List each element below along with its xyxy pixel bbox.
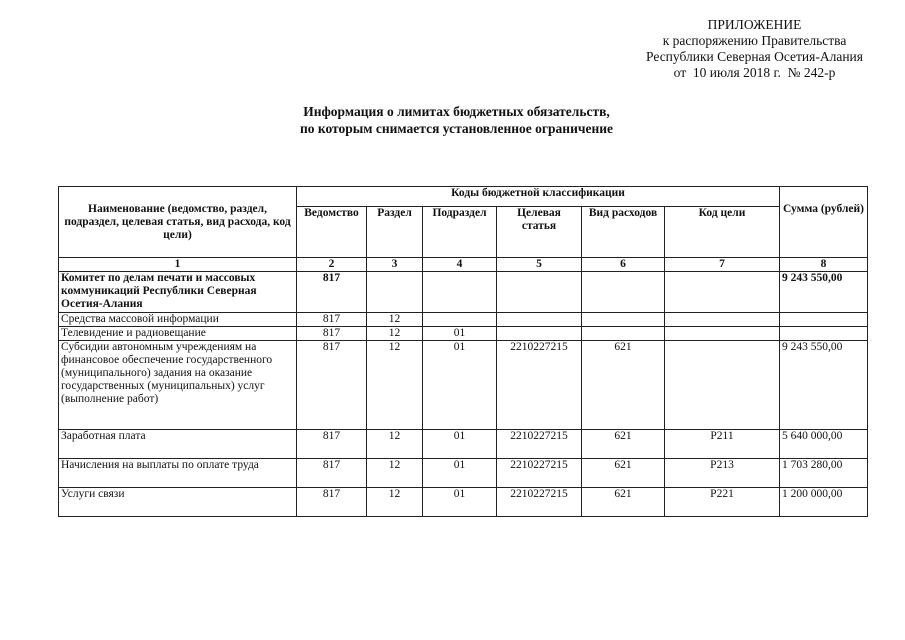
row-celevaya: 2210227215 bbox=[497, 430, 582, 459]
row-celevaya bbox=[497, 313, 582, 327]
title-line-2: по которым снимается установленное ограничение bbox=[299, 121, 614, 136]
row-vid: 621 bbox=[582, 341, 665, 430]
col-number: 3 bbox=[367, 258, 423, 272]
row-vedomstvo: 817 bbox=[297, 272, 367, 313]
appendix-order-ref: к распоряжению Правительства bbox=[662, 33, 847, 48]
row-sum: 9 243 550,00 bbox=[780, 272, 868, 313]
row-razdel bbox=[367, 272, 423, 313]
row-podrazdel: 01 bbox=[423, 341, 497, 430]
table-row bbox=[59, 430, 868, 459]
row-name: Субсидии автономным учреждениям на финансовое обеспечение государственного (муниципального) задания на оказание государственных (муниципальных) услуг (выполнение работ) bbox=[59, 341, 297, 430]
row-sum: 1 200 000,00 bbox=[780, 488, 868, 517]
col-number: 6 bbox=[582, 258, 665, 272]
header-razdel: Раздел bbox=[367, 207, 423, 258]
row-celevaya: 2210227215 bbox=[497, 341, 582, 430]
header-kod-celi: Код цели bbox=[665, 207, 780, 258]
row-name: Телевидение и радиовещание bbox=[59, 327, 297, 341]
table-row bbox=[59, 341, 868, 430]
col-number: 4 bbox=[423, 258, 497, 272]
row-podrazdel: 01 bbox=[423, 327, 497, 341]
row-kod-celi bbox=[665, 313, 780, 327]
table-row bbox=[59, 272, 868, 313]
col-number: 5 bbox=[497, 258, 582, 272]
row-kod-celi bbox=[665, 341, 780, 430]
row-name: Средства массовой информации bbox=[59, 313, 297, 327]
row-celevaya bbox=[497, 272, 582, 313]
header-codes: Коды бюджетной классификации bbox=[297, 187, 780, 207]
row-razdel: 12 bbox=[367, 341, 423, 430]
row-name: Начисления на выплаты по оплате труда bbox=[59, 459, 297, 488]
header-vid: Вид расходов bbox=[582, 207, 665, 258]
row-celevaya: 2210227215 bbox=[497, 488, 582, 517]
row-vid: 621 bbox=[582, 430, 665, 459]
row-sum bbox=[780, 327, 868, 341]
row-kod-celi: Р211 bbox=[665, 430, 780, 459]
row-vid: 621 bbox=[582, 459, 665, 488]
row-vedomstvo: 817 bbox=[297, 313, 367, 327]
row-vid: 621 bbox=[582, 488, 665, 517]
appendix-date-number: от 10 июля 2018 г. № 242-р bbox=[673, 65, 836, 80]
row-celevaya: 2210227215 bbox=[497, 459, 582, 488]
budget-limits-table bbox=[58, 186, 868, 517]
row-kod-celi bbox=[665, 327, 780, 341]
appendix-block bbox=[646, 17, 863, 81]
row-razdel: 12 bbox=[367, 313, 423, 327]
row-podrazdel bbox=[423, 313, 497, 327]
table-row bbox=[59, 488, 868, 517]
col-number: 2 bbox=[297, 258, 367, 272]
header-vedomstvo: Ведомство bbox=[297, 207, 367, 258]
appendix-heading: ПРИЛОЖЕНИЕ bbox=[707, 17, 802, 32]
row-sum: 1 703 280,00 bbox=[780, 459, 868, 488]
row-razdel: 12 bbox=[367, 459, 423, 488]
row-sum: 9 243 550,00 bbox=[780, 341, 868, 430]
header-name: Наименование (ведомство, раздел, подраздел, целевая статья, вид расхода, код цели) bbox=[59, 187, 297, 258]
table-row bbox=[59, 313, 868, 327]
table-row bbox=[59, 327, 868, 341]
row-vedomstvo: 817 bbox=[297, 488, 367, 517]
row-razdel: 12 bbox=[367, 327, 423, 341]
row-sum: 5 640 000,00 bbox=[780, 430, 868, 459]
col-number: 7 bbox=[665, 258, 780, 272]
row-razdel: 12 bbox=[367, 430, 423, 459]
document-title bbox=[0, 103, 905, 137]
row-kod-celi: Р213 bbox=[665, 459, 780, 488]
row-vid bbox=[582, 327, 665, 341]
row-podrazdel: 01 bbox=[423, 459, 497, 488]
row-podrazdel bbox=[423, 272, 497, 313]
header-celevaya: Целевая статья bbox=[497, 207, 582, 258]
row-vedomstvo: 817 bbox=[297, 341, 367, 430]
col-number: 8 bbox=[780, 258, 868, 272]
row-razdel: 12 bbox=[367, 488, 423, 517]
row-vedomstvo: 817 bbox=[297, 327, 367, 341]
col-number: 1 bbox=[59, 258, 297, 272]
row-vid bbox=[582, 272, 665, 313]
row-sum bbox=[780, 313, 868, 327]
row-name: Услуги связи bbox=[59, 488, 297, 517]
header-sum: Сумма (рублей) bbox=[780, 187, 868, 258]
row-name: Заработная плата bbox=[59, 430, 297, 459]
title-line-1: Информация о лимитах бюджетных обязательств, bbox=[303, 104, 610, 119]
row-vedomstvo: 817 bbox=[297, 459, 367, 488]
header-podrazdel: Подраздел bbox=[423, 207, 497, 258]
row-kod-celi bbox=[665, 272, 780, 313]
row-podrazdel: 01 bbox=[423, 488, 497, 517]
row-vid bbox=[582, 313, 665, 327]
table-row bbox=[59, 459, 868, 488]
row-podrazdel: 01 bbox=[423, 430, 497, 459]
row-kod-celi: Р221 bbox=[665, 488, 780, 517]
row-name: Комитет по делам печати и массовых коммуникаций Республики Северная Осетия-Алания bbox=[59, 272, 297, 313]
appendix-republic: Республики Северная Осетия-Алания bbox=[646, 49, 863, 64]
row-celevaya bbox=[497, 327, 582, 341]
row-vedomstvo: 817 bbox=[297, 430, 367, 459]
